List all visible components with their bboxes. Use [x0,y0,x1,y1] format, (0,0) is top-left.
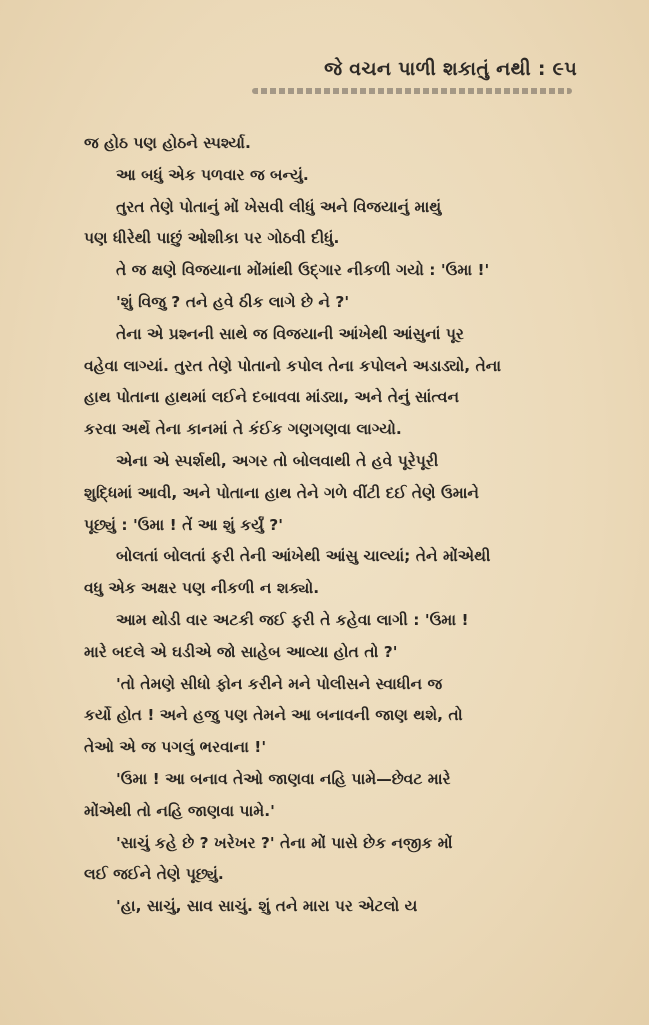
running-header: જે વચન પાળી શકાતું નથી : ૯૫ [324,58,577,80]
text-line: વહેવા લાગ્યાં. તુરત તેણે પોતાનો કપોલ તેના કપોલને અડાડ્યો, તેના [84,356,502,375]
text-line: બોલતાં બોલતાં ફરી તેની આંખેથી આંસુ ચાલ્યાં; તેને મોંએથી [116,547,491,566]
text-line: તે જ ક્ષણે વિજયાના મોંમાંથી ઉદ્ગાર નીકળી ગયો : 'ઉમા !' [116,261,490,280]
text-line: 'શું વિજુ ? તને હવે ઠીક લાગે છે ને ?' [116,292,350,311]
text-line: શુદ્ધિમાં આવી, અને પોતાના હાથ તેને ગળે વીંટી દઈ તેણે ઉમાને [84,483,479,502]
text-line: તુરત તેણે પોતાનું મોં ખેસવી લીધું અને વિજયાનું માથું [116,197,442,216]
text-line: કરવા અર્થે તેના કાનમાં તે કંઈક ગણગણવા લાગ્યો. [84,420,402,439]
text-line: આમ થોડી વાર અટકી જઈ ફરી તે કહેવા લાગી : 'ઉમા ! [116,610,469,629]
text-line: તેના એ પ્રશ્નની સાથે જ વિજયાની આંખેથી આંસુનાં પૂર [116,324,464,343]
text-line: 'ઉમા ! આ બનાવ તેઓ જાણવા નહિ પામે—છેવટ મારે [116,769,451,788]
text-line: હાથ પોતાના હાથમાં લઈને દબાવવા માંડ્યા, અને તેનું સાંત્વન [84,388,460,407]
text-line: આ બધું એક પળવાર જ બન્યું. [116,165,309,184]
text-line: એના એ સ્પર્શથી, અગર તો બોલવાથી તે હવે પૂરેપૂરી [116,451,439,470]
text-line: વધુ એક અક્ષર પણ નીકળી ન શક્યો. [84,579,320,598]
header-underline [252,88,572,94]
text-line: પૂછ્યું : 'ઉમા ! તેં આ શું કર્યું ?' [84,515,283,534]
text-line: 'હા, સાચું, સાવ સાચું. શું તને મારા પર એટલો ય [116,897,418,916]
body-text [84,128,604,923]
text-line: કર્યો હોત ! અને હજુ પણ તેમને આ બનાવની જાણ થશે, તો [84,706,463,725]
text-line: મારે બદલે એ ઘડીએ જો સાહેબ આવ્યા હોત તો ?' [84,642,398,661]
text-line: તેઓ એ જ પગલું ભરવાના !' [84,738,267,757]
text-line: લઈ જઈને તેણે પૂછ્યું. [84,865,224,884]
text-line: 'તો તેમણે સીધો ફોન કરીને મને પોલીસને સ્વાધીન જ [116,674,443,693]
text-line: જ હોઠ પણ હોઠને સ્પર્શ્યા. [84,134,251,152]
text-line: પણ ધીરેથી પાછું ઓશીકા પર ગોઠવી દીધું. [84,229,340,248]
text-line: 'સાચું કહે છે ? ખરેખર ?' તેના મોં પાસે છેક નજીક મોં [116,833,453,852]
text-line: મોંએથી તો નહિ જાણવા પામે.' [84,801,275,820]
